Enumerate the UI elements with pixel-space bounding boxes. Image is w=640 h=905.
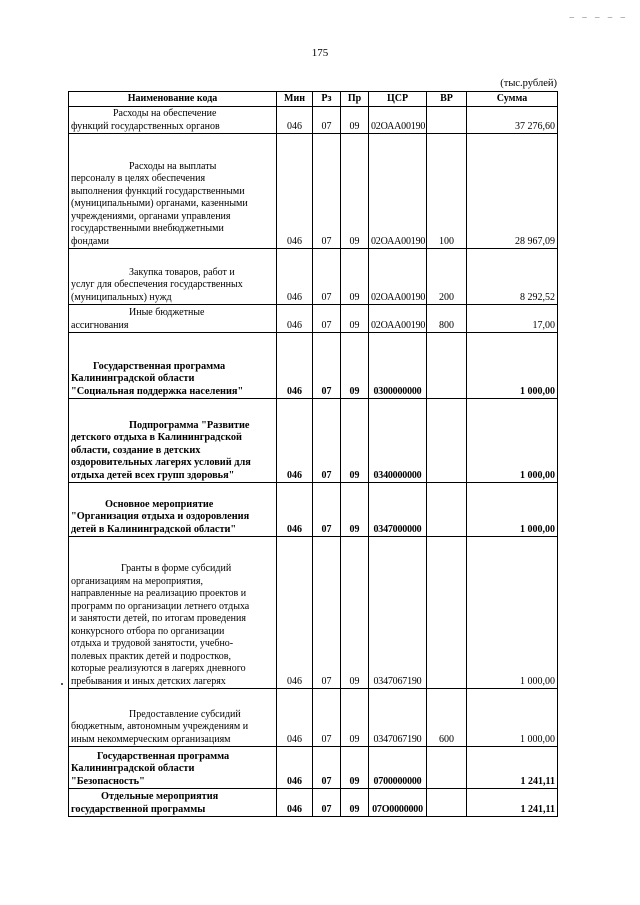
row-csr: 02ОАА00190 (369, 249, 427, 305)
row-sum: 28 967,09 (467, 134, 558, 249)
row-rz: 07 (313, 399, 341, 483)
table-row (69, 537, 558, 689)
row-min: 046 (277, 134, 313, 249)
header-rz: Рз (313, 92, 341, 107)
row-rz: 07 (313, 333, 341, 399)
table-row (69, 134, 558, 249)
row-vr (427, 789, 467, 817)
row-name: Расходы на выплаты персоналу в целях обеспечения выполнения функций государственными (муниципальными) органами, казенными учреждениями, органами управления государственными внебюджетными фондами (69, 134, 277, 249)
header-sum: Сумма (467, 92, 558, 107)
row-rz: 07 (313, 537, 341, 689)
row-rz: 07 (313, 134, 341, 249)
units-label: (тыс.рублей) (500, 78, 557, 89)
row-min: 046 (277, 689, 313, 747)
row-csr: 07О0000000 (369, 789, 427, 817)
row-min: 046 (277, 305, 313, 333)
row-sum: 37 276,60 (467, 107, 558, 134)
row-pr: 09 (341, 399, 369, 483)
row-min: 046 (277, 399, 313, 483)
row-name: Отдельные мероприятия государственной программы (69, 789, 277, 817)
table-row (69, 399, 558, 483)
row-vr (427, 483, 467, 537)
table-row (69, 305, 558, 333)
row-csr: 0340000000 (369, 399, 427, 483)
row-sum: 1 000,00 (467, 537, 558, 689)
row-min: 046 (277, 483, 313, 537)
row-name: Иные бюджетные ассигнования (69, 305, 277, 333)
row-sum: 1 000,00 (467, 333, 558, 399)
row-vr: 100 (427, 134, 467, 249)
row-vr (427, 107, 467, 134)
row-sum: 1 000,00 (467, 483, 558, 537)
header-csr: ЦСР (369, 92, 427, 107)
row-pr: 09 (341, 107, 369, 134)
row-vr: 800 (427, 305, 467, 333)
row-rz: 07 (313, 107, 341, 134)
row-vr: 600 (427, 689, 467, 747)
header-name: Наименование кода (69, 92, 277, 107)
row-sum: 1 000,00 (467, 689, 558, 747)
row-csr: 0700000000 (369, 747, 427, 789)
row-rz: 07 (313, 747, 341, 789)
row-name: Основное мероприятие "Организация отдыха и оздоровления детей в Калининградской области" (69, 483, 277, 537)
row-name: Закупка товаров, работ и услуг для обеспечения государственных (муниципальных) нужд (69, 249, 277, 305)
row-name: Подпрограмма "Развитие детского отдыха в Калининградской области, создание в детских оздоровительных лагерях условий для отдыха детей всех групп здоровья" (69, 399, 277, 483)
row-rz: 07 (313, 689, 341, 747)
row-rz: 07 (313, 305, 341, 333)
header-pr: Пр (341, 92, 369, 107)
table-row (69, 483, 558, 537)
row-vr: 200 (427, 249, 467, 305)
scan-marks: – – – – – (569, 12, 628, 22)
row-csr: 0347000000 (369, 483, 427, 537)
budget-table (68, 91, 558, 817)
table-row (69, 689, 558, 747)
row-rz: 07 (313, 789, 341, 817)
row-csr: 0300000000 (369, 333, 427, 399)
row-vr (427, 399, 467, 483)
row-sum: 17,00 (467, 305, 558, 333)
table-row (69, 333, 558, 399)
table-row (69, 747, 558, 789)
row-rz: 07 (313, 483, 341, 537)
row-pr: 09 (341, 333, 369, 399)
page-number: 175 (311, 47, 329, 59)
row-name: Государственная программа Калининградской области "Социальная поддержка населения" (69, 333, 277, 399)
row-csr: 02ОАА00190 (369, 305, 427, 333)
header-vr: ВР (427, 92, 467, 107)
row-pr: 09 (341, 689, 369, 747)
header-min: Мин (277, 92, 313, 107)
row-sum: 8 292,52 (467, 249, 558, 305)
row-sum: 1 241,11 (467, 789, 558, 817)
scan-dot (61, 683, 63, 685)
row-name: Государственная программа Калининградской области "Безопасность" (69, 747, 277, 789)
row-vr (427, 747, 467, 789)
table-header-row (69, 92, 558, 107)
row-pr: 09 (341, 134, 369, 249)
row-min: 046 (277, 747, 313, 789)
row-vr (427, 333, 467, 399)
row-csr: 02ОАА00190 (369, 134, 427, 249)
row-min: 046 (277, 249, 313, 305)
row-name: Гранты в форме субсидий организациям на мероприятия, направленные на реализацию проектов и программ по организации летнего отдыха и занятости детей, по итогам проведения конкурсного отбора по организации отдыха и трудовой занятости, учебно- полевых практик детей и подростков, которые реализуются в лагерях дневного пребывания и иных детских лагерях (69, 537, 277, 689)
row-name: Предоставление субсидий бюджетным, автономным учреждениям и иным некоммерческим организациям (69, 689, 277, 747)
row-name: Расходы на обеспечение функций государственных органов (69, 107, 277, 134)
table-row (69, 249, 558, 305)
row-min: 046 (277, 537, 313, 689)
row-pr: 09 (341, 747, 369, 789)
row-min: 046 (277, 107, 313, 134)
row-pr: 09 (341, 789, 369, 817)
table-row (69, 107, 558, 134)
row-rz: 07 (313, 249, 341, 305)
row-pr: 09 (341, 537, 369, 689)
row-csr: 0347067190 (369, 689, 427, 747)
row-pr: 09 (341, 483, 369, 537)
row-sum: 1 000,00 (467, 399, 558, 483)
row-csr: 02ОАА00190 (369, 107, 427, 134)
table-row (69, 789, 558, 817)
row-min: 046 (277, 789, 313, 817)
row-min: 046 (277, 333, 313, 399)
row-csr: 0347067190 (369, 537, 427, 689)
row-pr: 09 (341, 305, 369, 333)
row-pr: 09 (341, 249, 369, 305)
row-sum: 1 241,11 (467, 747, 558, 789)
row-vr (427, 537, 467, 689)
